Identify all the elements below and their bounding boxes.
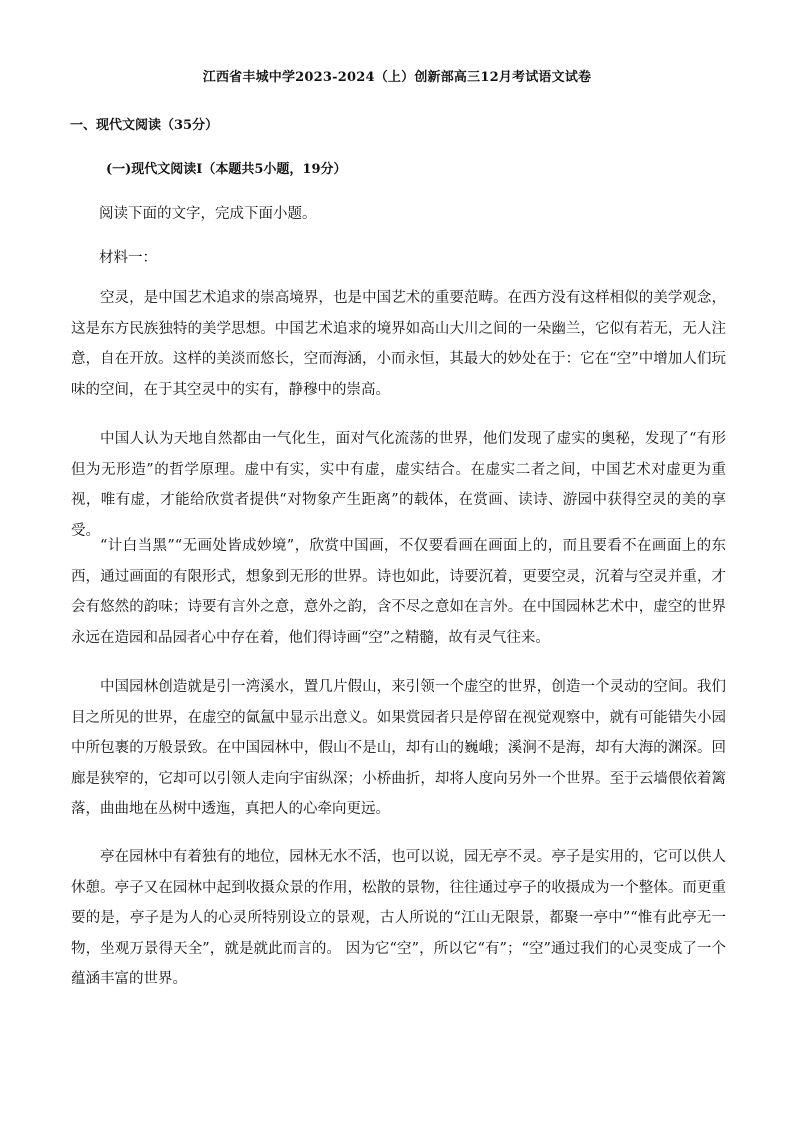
paragraph-5: 亭在园林中有着独有的地位，园林无水不活，也可以说，园无亭不灵。亭子是实用的，它可以供人休憩。亭子又在园林中起到收摄众景的作用，松散的景物，往往通过亭子的收摄成为一个整体。而更重要的是，亭子是为人的心灵所特别设立的景观，古人所说的“江山无限景，都聚一亭中”“惟有此亭无一物，坐观万景得天全”，就是就此而言的。 因为它“空”，所以它“有”；“空”通过我们的心灵变成了一个蕴涵丰富的世界。	[71, 849, 726, 987]
section-heading: 一、现代文阅读（35分）	[70, 118, 219, 133]
material-label: 材料一：	[99, 250, 157, 266]
exam-title: 江西省丰城中学2023-2024（上）创新部高三12月考试语文试卷	[202, 70, 592, 85]
reading-instruction: 阅读下面的文字，完成下面小题。	[99, 206, 317, 222]
paragraph-2: 中国人认为天地自然都由一气化生，面对气化流荡的世界，他们发现了虚实的奥秘，发现了“有形但为无形造”的哲学原理。虚中有实，实中有虚，虚实结合。在虚实二者之间，中国艺术对虚更为重视，唯有虚，才能给欣赏者提供“对物象产生距离”的载体，在赏画、读诗、游园中获得空灵的美的享受。	[71, 431, 726, 539]
paragraph-1: 空灵，是中国艺术追求的崇高境界，也是中国艺术的重要范畴。在西方没有这样相似的美学观念，这是东方民族独特的美学思想。中国艺术追求的境界如高山大川之间的一朵幽兰，它似有若无，无人注意，自在开放。这样的美淡而悠长，空而海涵，小而永恒，其最大的妙处在于：它在“空”中增加人们玩味的空间，在于其空灵中的实有，静穆中的崇高。	[71, 290, 726, 398]
paragraph-3: “计白当黑”“无画处皆成妙境”，欣赏中国画，不仅要看画在画面上的，而且要看不在画面上的东西，通过画面的有限形式，想象到无形的世界。诗也如此，诗要沉着，更要空灵，沉着与空灵并重，才会有悠然的韵味；诗要有言外之意，意外之韵，含不尽之意如在言外。在中国园林艺术中，虚空的世界永远在造园和品园者心中存在着，他们得诗画“空”之精髓，故有灵气往来。	[71, 538, 726, 646]
paragraph-4: 中国园林创造就是引一湾溪水，置几片假山，来引领一个虚空的世界，创造一个灵动的空间。我们目之所见的世界，在虚空的氤氲中显示出意义。如果赏园者只是停留在视觉观察中，就有可能错失小园中所包裹的万般景致。在中国园林中，假山不是山，却有山的巍峨；溪涧不是海，却有大海的渊深。回廊是狭窄的，它却可以引领人走向宇宙纵深；小桥曲折，却将人度向另外一个世界。至于云墙偎依着篱落，曲曲地在丛树中透迤，真把人的心牵向更远。	[71, 679, 726, 817]
subsection-heading: (一)现代文阅读Ⅰ（本题共5小题，19分）	[106, 162, 347, 177]
